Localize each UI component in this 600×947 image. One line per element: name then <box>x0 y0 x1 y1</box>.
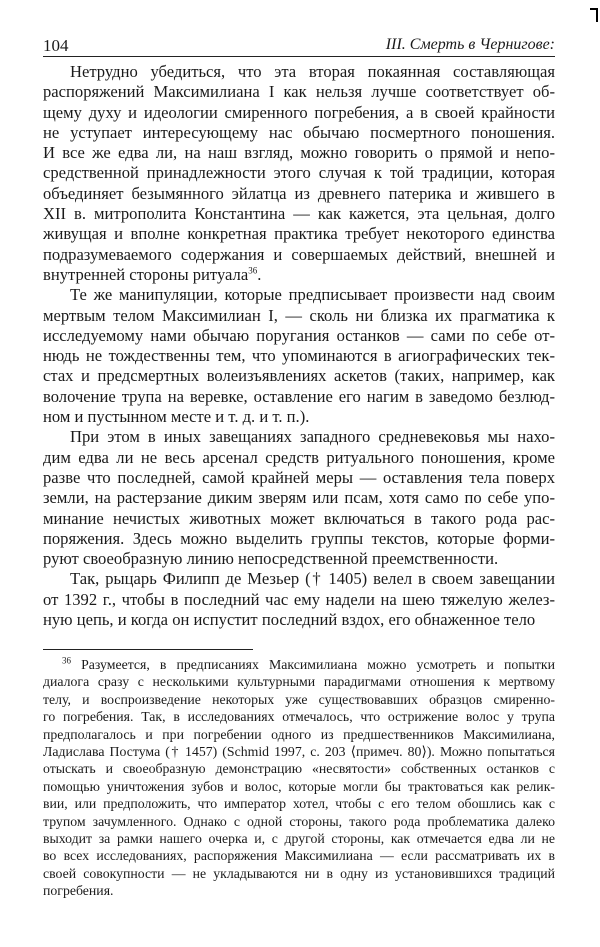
line-text: XII в. митрополита Константина — как кажется, эта цельная, долго <box>43 204 555 224</box>
paragraph-line <box>43 590 555 610</box>
paragraph-line <box>43 610 555 630</box>
line-text: внутренней стороны ритуала <box>43 264 249 284</box>
line-text: живущая и вполне конкретная практика требует некоторого единства <box>43 224 555 244</box>
paragraph-line <box>43 123 555 143</box>
body-text <box>43 62 555 630</box>
paragraph-line <box>43 306 555 326</box>
paragraph-line <box>43 427 555 447</box>
paragraph-line <box>43 224 555 244</box>
line-text: руют своеобразную линию непосредственной преемственности. <box>43 549 499 569</box>
line-text: щему духу и идеологии смиренного погребения, а в своей крайности <box>43 102 555 122</box>
footnote-line <box>43 847 555 864</box>
footnote-line <box>43 813 555 830</box>
line-text: отыскать и своеобразную демонстрацию «несвятости» собственных останков с <box>43 761 555 777</box>
footnote-line <box>43 726 555 743</box>
line-text: ном и пустынном месте и т. д. и т. п.). <box>43 407 310 427</box>
line-text: объединяет безымянного эйлатца из древнего патерика и жившего в <box>43 183 555 203</box>
paragraph-line <box>43 509 555 529</box>
line-text: во всех исследованиях, распоряжения Максимилиана — если рассматривать их в <box>43 848 555 864</box>
footnote-line <box>43 760 555 777</box>
line-text: своей совокупности — не укладываются ни в одну из установившихся традиций <box>43 865 555 881</box>
line-text: И все же едва ли, на наш взгляд, можно говорить о прямой и непо- <box>43 143 555 163</box>
paragraph-line <box>43 387 555 407</box>
line-text: стах и предсмертных волеизъявлениях аскетов (таких, например, как <box>43 366 555 386</box>
footnote-line <box>43 865 555 882</box>
paragraph-line <box>43 549 555 569</box>
line-text: Те же манипуляции, которые предписывает произвести над своим <box>70 285 555 305</box>
running-title: III. Смерть в Чернигове: <box>385 36 555 53</box>
line-text: помощью уничтожения зубов и волос, которые могли бы трактоваться как релик- <box>43 778 555 794</box>
paragraph-line <box>43 163 555 183</box>
line-text: го погребения. Так, в исследованиях отмечалось, что острижение волос у трупа <box>43 709 555 725</box>
line-text: ную цепь, и когда он испустит последний вздох, его обнаженное тело <box>43 610 536 630</box>
line-text: разве что последней, самой крайней меры — оставления тела поверх <box>43 467 555 487</box>
line-text: поряжения. Здесь можно выделить группы текстов, которые форми- <box>43 528 555 548</box>
line-text: волочение трупа на веревке, оставление его нагим в заведомо безлюд- <box>43 386 555 406</box>
line-text: мертвым телом Максимилиан I, — сколь ни близка их прагматика к <box>43 305 555 325</box>
footnote <box>43 656 555 899</box>
footnote-divider <box>43 649 253 650</box>
footnote-line <box>43 778 555 795</box>
footnote-line <box>43 656 555 673</box>
paragraph-line <box>43 468 555 488</box>
paragraph-line <box>43 407 555 427</box>
line-text: При этом в иных завещаниях западного средневековья мы нахо- <box>70 427 555 447</box>
paragraph-line: внутренней стороны ритуала$^{36}$. <box>43 264 262 284</box>
line-text: подразумеваемого содержания и совершаемых действий, внешней и <box>43 244 555 264</box>
paragraph-line <box>43 529 555 549</box>
line-text: от 1392 г., чтобы в последний час ему надели на шею тяжелую желез- <box>43 589 555 609</box>
line-text: вии, или предположить, что император хотел, чтобы с его телом обошлись как с <box>43 796 555 812</box>
line-text: дим едва ли не весь арсенал средств ритуального поношения, кроме <box>43 447 555 467</box>
line-text: исследуемому нами обычаю поругания останков — сами по себе от- <box>43 325 555 345</box>
footnote-number: 36 <box>62 655 71 666</box>
paragraph-line <box>43 285 555 305</box>
paragraph-line <box>43 143 555 163</box>
page-number: 104 <box>43 36 69 55</box>
line-text: не уступает интересующему нас обычаю посмертного поношения. <box>43 122 555 142</box>
line-text: диалога сразу с несколькими культурными парадигмами отношения к мертвому <box>43 674 555 690</box>
line-text: телу, и воспроизведение некоторых уже существовавших образцов смиренно- <box>43 691 555 707</box>
line-text: выходит за рамки нашего очерка и, с другой стороны, как отмечается едва ли не <box>43 830 555 846</box>
paragraph-line <box>43 82 555 102</box>
line-text: нюдь не тождественны тем, что упоминаются в агиографических тек- <box>43 346 555 366</box>
paragraph-line <box>43 488 555 508</box>
footnote-line <box>43 795 555 812</box>
line-text: Нетрудно убедиться, что эта вторая покаянная составляющая <box>70 62 555 81</box>
page-header <box>43 36 555 57</box>
footnote-line <box>43 743 555 760</box>
paragraph-line <box>43 366 555 386</box>
footnote-line <box>43 882 555 899</box>
line-text: Разумеется, в предписаниях Максимилиана можно усмотреть и попытки <box>81 657 555 672</box>
footnote-line <box>43 830 555 847</box>
footnote-line <box>43 673 555 690</box>
paragraph-line <box>43 184 555 204</box>
footnote-line <box>43 691 555 708</box>
line-text: минание нечистых животных может включаться в такого рода рас- <box>43 508 555 528</box>
line-text: Так, рыцарь Филипп де Мезьер († 1405) велел в своем завещании <box>70 569 555 589</box>
paragraph-line <box>43 569 555 589</box>
line-text: средственной принадлежности этого случая к той традиции, которая <box>43 163 555 183</box>
line-text: погребения. <box>43 883 114 899</box>
line-text: трупом зачумленного. Однако с одной стороны, такого рода проблематика далеко <box>43 813 555 829</box>
scan-corner-mark <box>590 8 598 22</box>
line-text: распоряжений Максимилиана I как нельзя лучше соответствует об- <box>43 82 555 102</box>
line-text: предполагалось и при погребении одного из предшественников Максимилиана, <box>43 726 555 742</box>
paragraph-line <box>43 204 555 224</box>
footnote-ref[interactable]: 36 <box>248 265 258 276</box>
paragraph-line <box>43 326 555 346</box>
paragraph-line <box>43 103 555 123</box>
line-text: земли, на растерзание диким зверям или псам, хотя само по себе упо- <box>43 488 555 508</box>
paragraph-line <box>43 245 555 265</box>
paragraph-line <box>43 346 555 366</box>
line-text: Ладислава Постума († 1457) (Schmid 1997, с. 203 ⟨примеч. 80⟩). Можно попытаться <box>43 743 555 759</box>
paragraph-line <box>43 62 555 82</box>
paragraph-line <box>43 448 555 468</box>
footnote-line <box>43 708 555 725</box>
